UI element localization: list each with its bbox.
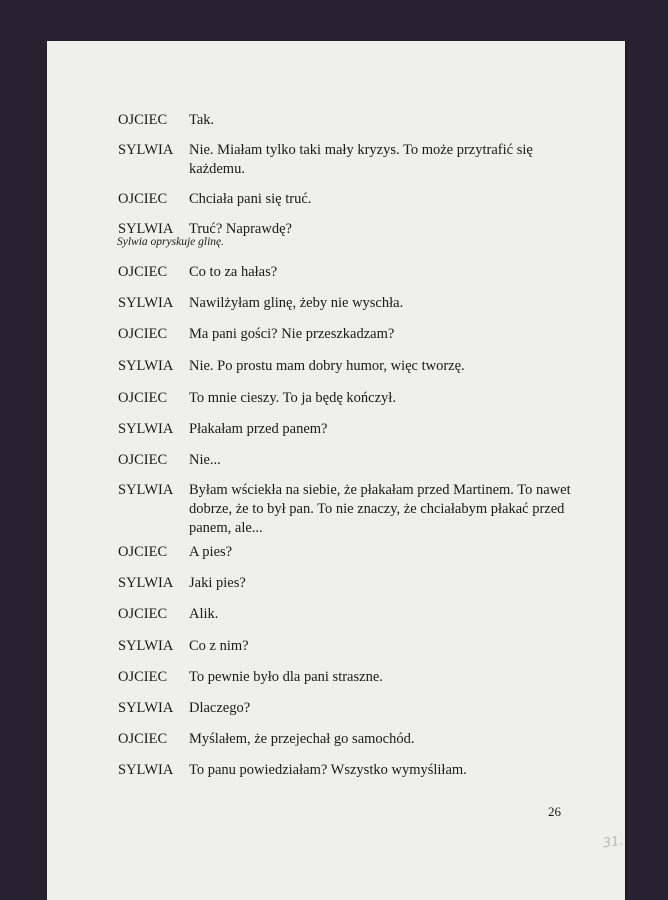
speaker-name: OJCIEC [118, 390, 168, 406]
dialogue-line [118, 389, 578, 408]
dialogue-line [118, 263, 578, 282]
speaker-name: OJCIEC [118, 731, 168, 747]
dialogue-text: Tak. [189, 112, 215, 128]
page-number: 26 [548, 804, 561, 819]
dialogue-text: Byłam wściekła na siebie, że płakałam przed Martinem. To nawet dobrze, że to był pan. To nie znaczy, że chciałabym płakać przed panem, ale... [189, 482, 571, 536]
dialogue-text: Co z nim? [189, 638, 249, 654]
dialogue-line [118, 699, 578, 718]
dialogue-text: Co to za hałas? [189, 264, 278, 280]
speaker-name: OJCIEC [118, 606, 168, 622]
dialogue-text: Nie. Po prostu mam dobry humor, więc tworzę. [189, 358, 465, 374]
dialogue-line [118, 190, 578, 209]
speaker-name: OJCIEC [118, 669, 168, 685]
dialogue-text: A pies? [189, 544, 233, 560]
dialogue-line [118, 357, 578, 376]
dialogue-text: Alik. [189, 606, 219, 622]
dialogue-line [118, 111, 578, 130]
dialogue-text: Nie. Miałam tylko taki mały kryzys. To może przytrafić się każdemu. [189, 142, 533, 177]
dialogue-line [118, 451, 578, 470]
speaker-name: SYLWIA [118, 358, 174, 374]
dialogue-text: Myślałem, że przejechał go samochód. [189, 731, 415, 747]
speaker-name: OJCIEC [118, 112, 168, 128]
dialogue-line [118, 668, 578, 687]
dialogue-text: Płakałam przed panem? [189, 421, 328, 437]
speaker-name: SYLWIA [118, 700, 174, 716]
speaker-name: SYLWIA [118, 421, 174, 437]
dialogue-text: Ma pani gości? Nie przeszkadzam? [189, 326, 395, 342]
dialogue-line [118, 574, 578, 593]
speaker-name: SYLWIA [118, 295, 174, 311]
dialogue-text: Chciała pani się truć. [189, 191, 312, 207]
dialogue-line [118, 481, 578, 538]
dialogue-line [118, 543, 578, 562]
dialogue-text: Nie... [189, 452, 221, 468]
dialogue-text: To mnie cieszy. To ja będę kończył. [189, 390, 396, 406]
dialogue-line [118, 141, 578, 179]
dialogue-line [118, 294, 578, 313]
speaker-name: OJCIEC [118, 191, 168, 207]
speaker-name: SYLWIA [118, 142, 174, 158]
dialogue-line [118, 730, 578, 749]
speaker-name: SYLWIA [118, 482, 174, 498]
dialogue-text: To pewnie było dla pani straszne. [189, 669, 383, 685]
speaker-name: SYLWIA [118, 638, 174, 654]
speaker-name: SYLWIA [118, 762, 174, 778]
dialogue-text: Jaki pies? [189, 575, 246, 591]
dialogue-text: Dlaczego? [189, 700, 251, 716]
dialogue-line [118, 637, 578, 656]
speaker-name: SYLWIA [118, 575, 174, 591]
pencil-annotation: 31. [602, 833, 625, 852]
dialogue-text: Truć? Naprawdę? [189, 221, 292, 237]
dialogue-line [118, 325, 578, 344]
dialogue-line [118, 420, 578, 439]
dialogue-text: Nawilżyłam glinę, żeby nie wyschła. [189, 295, 404, 311]
script-page [47, 41, 625, 900]
speaker-name: OJCIEC [118, 544, 168, 560]
dialogue-line [118, 761, 578, 780]
dialogue-text: To panu powiedziałam? Wszystko wymyśliłam. [189, 762, 467, 778]
dialogue-line [118, 605, 578, 624]
speaker-name: SYLWIA [118, 221, 174, 237]
speaker-name: OJCIEC [118, 326, 168, 342]
speaker-name: OJCIEC [118, 452, 168, 468]
stage-direction: Sylwia opryskuje glinę. [117, 236, 224, 248]
speaker-name: OJCIEC [118, 264, 168, 280]
